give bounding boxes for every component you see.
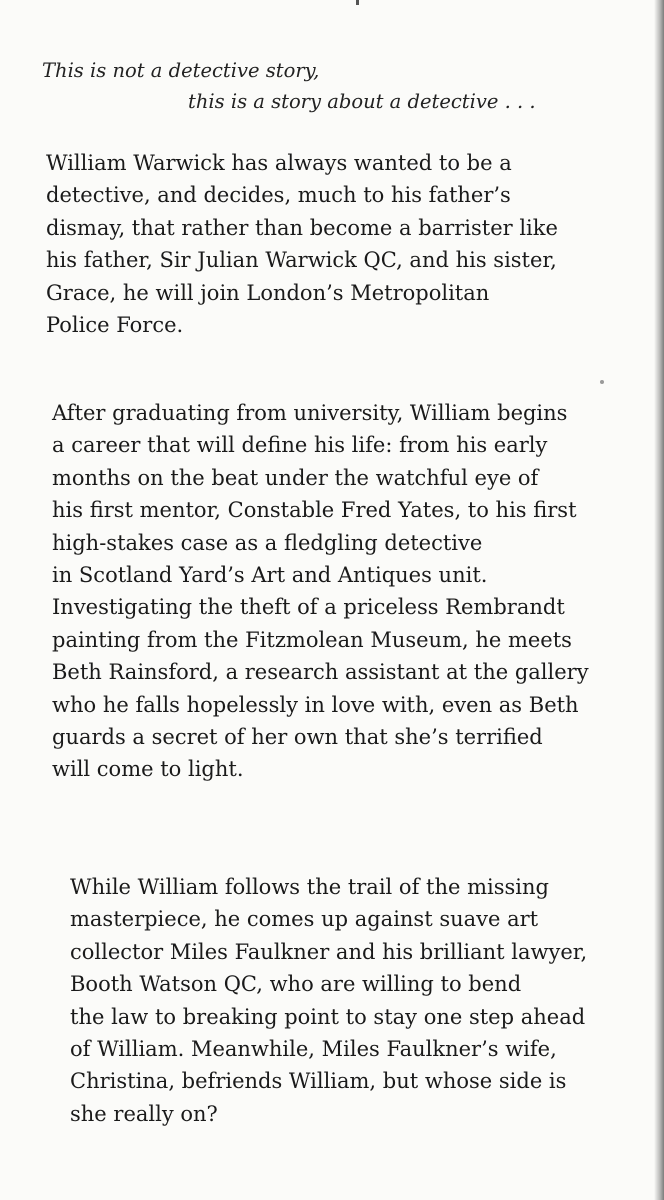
text-line: After graduating from university, William begins (52, 401, 568, 425)
text-line: Booth Watson QC, who are willing to bend (70, 972, 522, 997)
text-line: Beth Rainsford, a research assistant at the gallery (52, 660, 589, 685)
print-mark (356, 0, 359, 5)
text-line: of William. Meanwhile, Miles Faulkner’s wife, (70, 1037, 557, 1062)
tagline-line-1: This is not a detective story, (42, 59, 320, 82)
text-line: Christina, befriends William, but whose side is (70, 1069, 567, 1094)
blurb-paragraph-2 (52, 397, 589, 786)
text-line: dismay, that rather than become a barrister like (46, 215, 558, 240)
text-line: months on the beat under the watchful eye of (52, 465, 539, 490)
text-line: Police Force. (46, 313, 184, 338)
text-line: in Scotland Yard’s Art and Antiques unit. (52, 563, 488, 588)
blurb-paragraph-1 (46, 147, 558, 341)
text-line: his father, Sir Julian Warwick QC, and his sister, (46, 248, 557, 273)
text-line: masterpiece, he comes up against suave art (70, 907, 539, 932)
text-line: who he falls hopelessly in love with, even as Beth (52, 692, 579, 717)
text-line: While William follows the trail of the missing (70, 875, 549, 899)
text-line: Grace, he will join London’s Metropolitan (46, 280, 490, 305)
text-line: Investigating the theft of a priceless Rembrandt (52, 595, 565, 620)
text-line: the law to breaking point to stay one step ahead (70, 1004, 586, 1029)
text-line: high-stakes case as a fledgling detective (52, 530, 483, 555)
text-line: detective, and decides, much to his father’s (46, 183, 511, 208)
page-edge-shadow (654, 0, 664, 1200)
blurb-paragraph-3 (70, 871, 587, 1130)
text-line: painting from the Fitzmolean Museum, he meets (52, 627, 572, 652)
text-line: will come to light. (52, 757, 244, 782)
text-line: his first mentor, Constable Fred Yates, to his first (52, 498, 577, 523)
text-line: guards a secret of her own that she’s terrified (52, 725, 543, 750)
text-line: William Warwick has always wanted to be a (46, 151, 512, 175)
text-line: a career that will define his life: from his early (52, 433, 548, 458)
text-line: she really on? (70, 1101, 218, 1126)
paper-speck (600, 380, 604, 384)
text-line: collector Miles Faulkner and his brilliant lawyer, (70, 939, 588, 964)
tagline-line-2: this is a story about a detective . . . (188, 90, 536, 113)
